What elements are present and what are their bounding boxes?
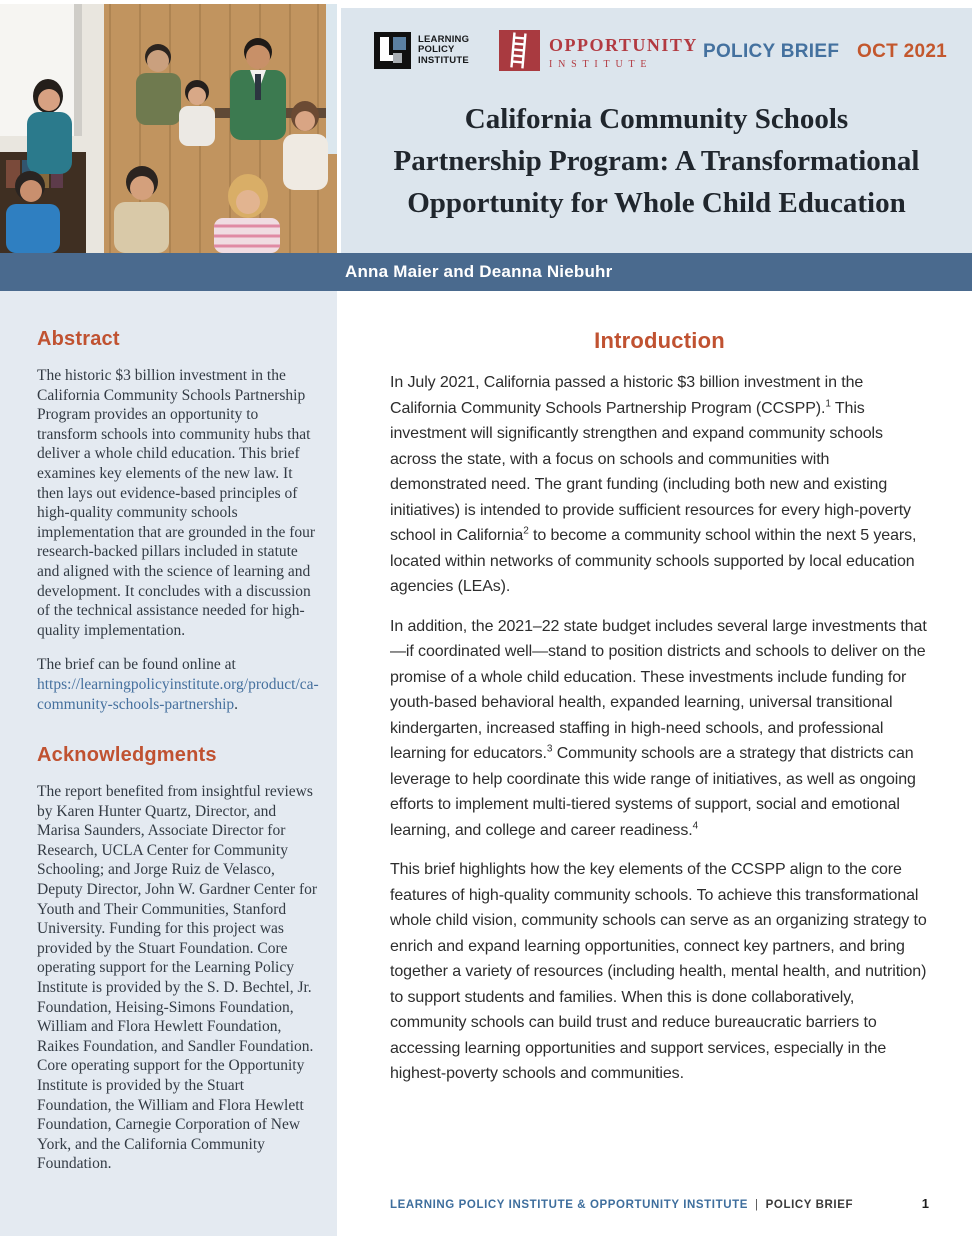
paragraph: The historic $3 billion investment in the California Community Schools Partnership Program provides an opportunity to transform schools into community hubs that deliver a whole child education. This brief examines key elements of the new law. It then lays out evidence-based principles of high-quality community schools implementation that are grounded in the four research-backed pillars included in statute and aligned with the science of learning and development. It concludes with a discussion of the technical assistance needed for high-quality implementation.	[37, 367, 316, 639]
page-title-line: Opportunity for Whole Child Education	[407, 187, 906, 219]
footnote-ref: 2	[523, 525, 529, 537]
classroom-photo	[0, 4, 337, 253]
opportunity-institute-logo-text	[549, 30, 698, 70]
acknowledgments-section	[37, 744, 320, 1174]
authors-banner	[0, 253, 972, 291]
footnote-ref: 4	[692, 820, 699, 832]
abstract-text	[37, 366, 320, 714]
main-content	[337, 291, 972, 1236]
page-number: 1	[921, 1196, 929, 1211]
paragraph: In July 2021, California passed a historic $3 billion investment in the California Community Schools Partnership Program (CCSPP).$^1$ This investment will significantly strengthen and expand community schools across the state, with a focus on schools and communities with demonstrated need. The grant funding (including both new and existing initiatives) is intended to provide sufficient resources for every high-poverty school in California$^2$ to become a community school within the next 5 years, located within networks of community schools supported by local education agencies (LEAs).	[390, 374, 917, 595]
ladder-icon	[499, 30, 540, 71]
footer-separator: |	[755, 1199, 759, 1211]
lpi-logo-text	[418, 35, 469, 67]
introduction-heading: Introduction	[594, 328, 725, 353]
acknowledgments-text	[37, 782, 320, 1174]
issue-date: OCT 2021	[857, 41, 948, 62]
page-footer	[390, 1196, 929, 1211]
authors: Anna Maier and Deanna Niebuhr	[345, 262, 613, 281]
paragraph: In addition, the 2021–22 state budget includes several large investments that—if coordinated well—stand to position districts and schools to deliver on the promise of a whole child education. These investments include funding for youth-based behavioral health, expanded learning, universal transitional kindergarten, increased staffing in high-need schools, and professional learning for educators.$^3$ Community schools are a strategy that districts can leverage to help coordinate this wide range of initiatives, as well as ongoing efforts to implement multi-tiered systems of support, social and emotional learning, and college and career readiness.$^4$	[390, 617, 927, 839]
classroom-photo-illustration	[0, 4, 337, 253]
lpi-logo	[374, 32, 469, 69]
opportunity-institute-logo	[499, 30, 698, 71]
lpi-logo-line: INSTITUTE	[418, 54, 469, 66]
paragraph: This brief highlights how the key elements of the CCSPP align to the core features of high-quality community schools. To achieve this transformational whole child vision, community schools can serve as an organizing strategy to enrich and expand learning opportunities, connect key partners, and bring together a variety of resources (including health, mental health, and nutrition) to support students and families. When this is done collaboratively, community schools can build trust and reduce bureaucratic barriers to accessing learning opportunities and support services, especially in the highest-poverty schools and communities.	[390, 861, 927, 1082]
abstract-heading: Abstract	[37, 328, 120, 350]
page-title-line: Partnership Program: A Transformational	[393, 145, 920, 177]
acknowledgments-heading: Acknowledgments	[37, 744, 217, 767]
page-title-line: California Community Schools	[464, 103, 849, 135]
paragraph: The brief can be found online at https://learningpolicyinstitute.org/product/ca-community-schools-partnership.	[37, 656, 319, 713]
oi-logo-subname: INSTITUTE	[549, 59, 653, 70]
page-title	[341, 98, 972, 224]
sidebar	[0, 291, 337, 1236]
footnote-ref: 1	[825, 398, 831, 410]
paragraph: The report benefited from insightful reviews by Karen Hunter Quartz, Director, and Marisa Saunders, Associate Director for Research, UCLA Center for Community Schooling; and Jorge Ruiz de Velasco, Deputy Director, John W. Gardner Center for Youth and Their Communities, Stanford University. Funding for this project was provided by the Stuart Foundation. Core operating support for the Learning Policy Institute is provided by the S. D. Bechtel, Jr. Foundation, Heising-Simons Foundation, William and Flora Hewlett Foundation, Raikes Foundation, and Sandler Foundation. Core operating support for the Opportunity Institute is provided by the Stuart Foundation, the William and Flora Hewlett Foundation, Carnegie Corporation of New York, and the California Community Foundation.	[37, 783, 318, 1173]
lpi-logo-line: POLICY	[418, 44, 455, 56]
brief-url-link[interactable]: https://learningpolicyinstitute.org/product/ca-community-schools-partnership	[37, 675, 319, 713]
header	[341, 8, 972, 253]
introduction-text	[390, 370, 929, 1087]
oi-logo-name: OPPORTUNITY	[549, 35, 698, 55]
footer-doc-type: POLICY BRIEF	[765, 1199, 854, 1211]
lpi-logo-icon	[374, 32, 411, 69]
policy-brief-label: POLICY BRIEF	[703, 41, 840, 62]
footnote-ref: 3	[546, 743, 553, 755]
lpi-logo-line: LEARNING	[418, 33, 470, 45]
footer-org-names: LEARNING POLICY INSTITUTE & OPPORTUNITY INSTITUTE	[390, 1199, 749, 1211]
abstract-section	[37, 328, 320, 714]
